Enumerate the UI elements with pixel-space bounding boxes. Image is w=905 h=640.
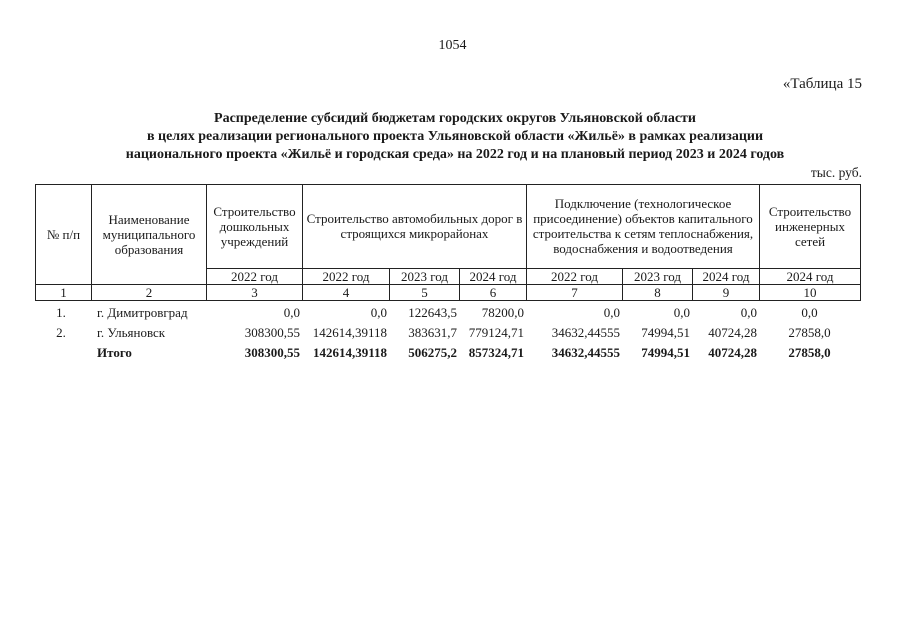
header-year: 2022 год xyxy=(527,269,623,285)
title-line-2: в целях реализации регионального проекта Ульяновской области «Жильё» в рамках реализации xyxy=(146,129,764,144)
header-year: 2024 год xyxy=(460,269,527,285)
column-index: 10 xyxy=(760,285,861,301)
column-index: 5 xyxy=(390,285,460,301)
header-preschool: Строительство дошкольных учреждений xyxy=(207,185,303,269)
value-cell: 0,0 xyxy=(673,305,690,320)
row-number: 1. xyxy=(56,305,66,320)
header-utility-connection: Подключение (технологическое присоединение) объектов капитального строительства к сетям теплоснабжения, водоснабжения и водоотведения xyxy=(527,185,760,269)
total-value-cell: 308300,55 xyxy=(244,345,300,360)
table-row xyxy=(35,323,860,343)
column-index: 4 xyxy=(303,285,390,301)
document-title xyxy=(60,110,850,164)
column-index: 6 xyxy=(460,285,527,301)
value-cell: 74994,51 xyxy=(641,325,690,340)
units-label: тыс. руб. xyxy=(810,165,862,180)
column-index: 1 xyxy=(36,285,92,301)
column-index: 2 xyxy=(92,285,207,301)
municipality-name: г. Димитровград xyxy=(97,305,188,320)
total-value-cell: 34632,44555 xyxy=(551,345,620,360)
value-cell: 27858,0 xyxy=(788,325,831,340)
row-number: 2. xyxy=(56,325,66,340)
total-label: Итого xyxy=(97,345,132,360)
header-year: 2023 год xyxy=(623,269,693,285)
total-value-cell: 40724,28 xyxy=(708,345,757,360)
value-cell: 383631,7 xyxy=(408,325,457,340)
total-row xyxy=(35,343,860,363)
value-cell: 0,0 xyxy=(740,305,757,320)
value-cell: 0,0 xyxy=(801,305,818,320)
value-cell: 0,0 xyxy=(603,305,620,320)
column-index: 3 xyxy=(207,285,303,301)
total-value-cell: 506275,2 xyxy=(408,345,457,360)
total-value-cell: 857324,71 xyxy=(468,345,524,360)
column-index: 9 xyxy=(693,285,760,301)
municipality-name: г. Ульяновск xyxy=(97,325,166,340)
value-cell: 34632,44555 xyxy=(551,325,620,340)
subsidy-table-body xyxy=(35,303,860,363)
title-line-1: Распределение субсидий бюджетам городских округов Ульяновской области xyxy=(214,111,696,126)
page-number: 1054 xyxy=(438,38,467,53)
value-cell: 779124,71 xyxy=(468,325,524,340)
header-municipality: Наименование муниципального образования xyxy=(92,185,207,285)
header-year: 2022 год xyxy=(303,269,390,285)
value-cell: 122643,5 xyxy=(408,305,457,320)
total-value-cell: 142614,39118 xyxy=(312,345,387,360)
value-cell: 0,0 xyxy=(370,305,387,320)
total-value-cell: 74994,51 xyxy=(641,345,690,360)
title-line-3: национального проекта «Жильё и городская среда» на 2022 год и на плановый период 2023 и 2024 годов xyxy=(125,147,785,162)
value-cell: 308300,55 xyxy=(244,325,300,340)
column-index: 7 xyxy=(527,285,623,301)
subsidy-table-header xyxy=(35,184,861,301)
value-cell: 0,0 xyxy=(283,305,300,320)
header-engineering-networks: Строительство инженерных сетей xyxy=(760,185,861,269)
table-row xyxy=(35,303,860,323)
header-year: 2024 год xyxy=(693,269,760,285)
header-num: № п/п xyxy=(36,185,92,285)
value-cell: 40724,28 xyxy=(708,325,757,340)
header-roads: Строительство автомобильных дорог в строящихся микрорайонах xyxy=(303,185,527,269)
header-year: 2024 год xyxy=(760,269,861,285)
total-value-cell: 27858,0 xyxy=(788,345,831,360)
table-reference: «Таблица 15 xyxy=(782,76,862,92)
header-year: 2022 год xyxy=(207,269,303,285)
header-year: 2023 год xyxy=(390,269,460,285)
value-cell: 142614,39118 xyxy=(312,325,387,340)
column-index: 8 xyxy=(623,285,693,301)
value-cell: 78200,0 xyxy=(481,305,524,320)
